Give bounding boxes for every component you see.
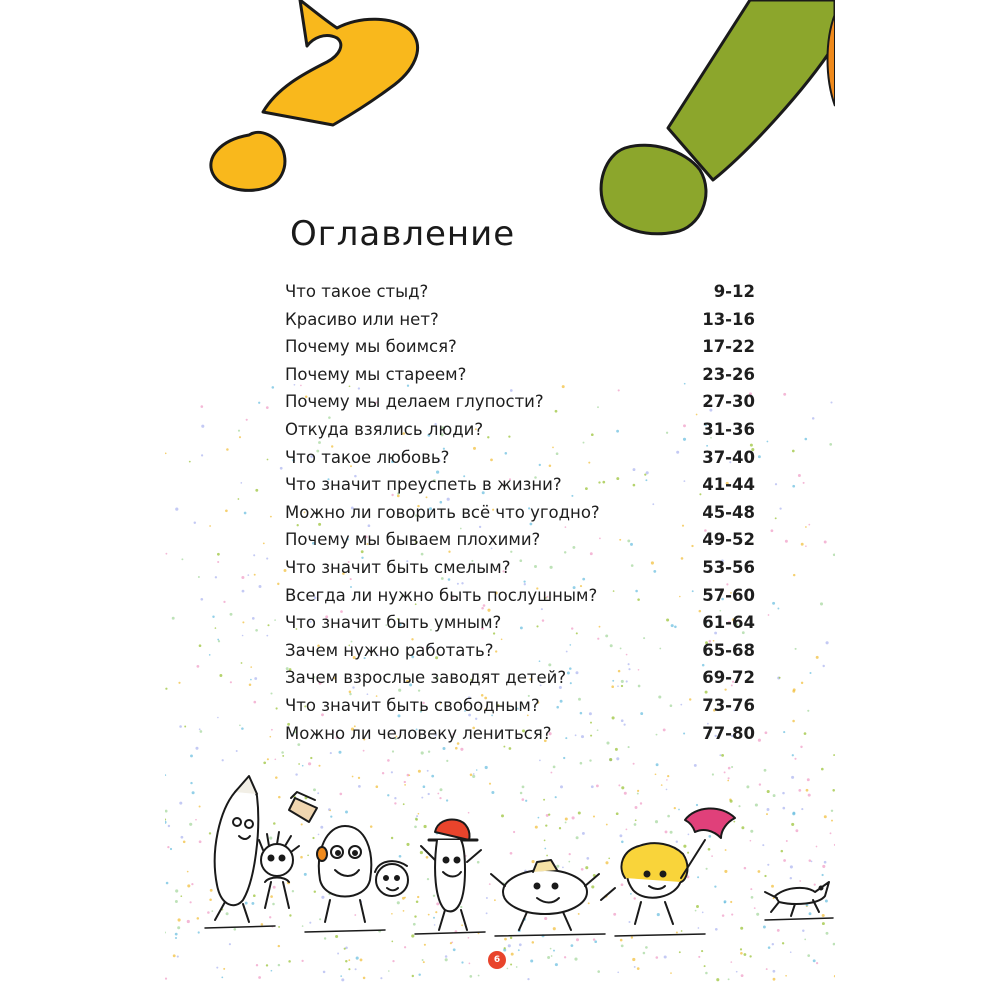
confetti-dot — [609, 758, 612, 761]
confetti-dot — [516, 966, 518, 968]
confetti-dot — [555, 963, 558, 966]
confetti-dot — [765, 731, 768, 734]
confetti-dot — [820, 602, 823, 605]
confetti-dot — [807, 710, 809, 712]
confetti-dot — [348, 968, 350, 970]
confetti-dot — [242, 635, 244, 637]
confetti-dot — [719, 754, 721, 756]
decorative-punctuation — [165, 0, 835, 240]
toc-entry-pages: 65-68 — [702, 640, 755, 660]
toc-entry — [285, 475, 755, 503]
confetti-dot — [779, 507, 781, 509]
confetti-dot — [527, 978, 529, 980]
toc-entry-pages: 49-52 — [702, 530, 755, 550]
confetti-dot — [773, 970, 776, 973]
confetti-dot — [301, 960, 303, 962]
confetti-dot — [637, 967, 640, 970]
question-mark-icon — [211, 0, 418, 190]
hat-icon — [435, 820, 470, 841]
toc-entry-title: Всегда ли нужно быть послушным? — [285, 585, 598, 605]
toc-entry-pages: 17-22 — [702, 337, 755, 357]
cone-character — [289, 792, 317, 822]
confetti-dot — [824, 541, 827, 544]
confetti-dot — [288, 960, 291, 963]
confetti-dot — [808, 524, 810, 526]
confetti-dot — [223, 601, 225, 603]
confetti-dot — [254, 677, 257, 680]
toc-entry — [285, 586, 755, 614]
confetti-dot — [812, 417, 815, 420]
confetti-dot — [253, 701, 256, 704]
confetti-dot — [247, 574, 249, 576]
confetti-dot — [721, 754, 724, 757]
toc-entry-pages: 45-48 — [702, 502, 755, 522]
confetti-dot — [380, 977, 382, 979]
confetti-dot — [793, 574, 795, 576]
confetti-dot — [731, 766, 733, 768]
confetti-dot — [728, 767, 731, 770]
toc-entry-title: Почему мы бываем плохими? — [285, 530, 541, 550]
confetti-dot — [785, 540, 788, 543]
confetti-dot — [280, 467, 283, 470]
confetti-dot — [270, 692, 272, 694]
toc-entry — [285, 420, 755, 448]
confetti-dot — [266, 558, 268, 560]
confetti-dot — [302, 765, 304, 767]
confetti-dot — [267, 758, 269, 760]
confetti-dot — [616, 757, 619, 760]
confetti-dot — [461, 961, 463, 963]
characters-illustration — [165, 770, 835, 960]
confetti-dot — [165, 452, 167, 454]
confetti-dot — [792, 720, 795, 723]
toc-entry-pages: 77-80 — [702, 723, 755, 743]
confetti-dot — [217, 639, 219, 641]
confetti-dot — [775, 483, 777, 485]
confetti-dot — [201, 454, 203, 456]
confetti-dot — [238, 430, 240, 432]
toc-entry-pages: 57-60 — [702, 585, 755, 605]
toc-entry — [285, 365, 755, 393]
confetti-dot — [272, 386, 275, 389]
toc-entry-title: Что значит быть умным? — [285, 613, 502, 633]
toc-entry-title: Что значит преуспеть в жизни? — [285, 475, 562, 495]
confetti-dot — [794, 758, 796, 760]
toc-entry-title: Что такое любовь? — [285, 447, 450, 467]
confetti-dot — [254, 574, 256, 576]
confetti-dot — [267, 459, 269, 461]
confetti-dot — [241, 576, 244, 579]
confetti-dot — [469, 975, 472, 978]
confetti-dot — [195, 747, 198, 750]
confetti-dot — [281, 751, 284, 754]
confetti-dot — [258, 402, 260, 404]
confetti-dot — [539, 760, 541, 762]
confetti-dot — [165, 978, 167, 980]
confetti-dot — [259, 585, 262, 588]
kid-character — [259, 832, 299, 908]
confetti-dot — [255, 489, 258, 492]
toc-entry-title: Можно ли говорить всё что угодно? — [285, 502, 600, 522]
confetti-dot — [387, 759, 390, 762]
confetti-dot — [589, 759, 591, 761]
confetti-dot — [418, 973, 420, 975]
confetti-dot — [277, 583, 279, 585]
confetti-dot — [758, 739, 761, 742]
confetti-dot — [282, 755, 284, 757]
confetti-dot — [338, 751, 341, 754]
confetti-dot — [730, 961, 732, 963]
confetti-dot — [805, 526, 807, 528]
toc-entry-pages: 69-72 — [702, 668, 755, 688]
toc-entry-pages: 37-40 — [702, 447, 755, 467]
page-title: Оглавление — [290, 214, 516, 254]
confetti-dot — [803, 482, 805, 484]
umbrella-icon — [685, 808, 735, 838]
confetti-dot — [194, 521, 196, 523]
confetti-dot — [240, 482, 242, 484]
confetti-dot — [218, 640, 220, 642]
confetti-dot — [252, 617, 255, 620]
confetti-dot — [244, 512, 247, 515]
toc-entry-pages: 9-12 — [713, 282, 755, 301]
confetti-dot — [736, 971, 738, 973]
toc-entry — [285, 668, 755, 696]
confetti-dot — [804, 732, 807, 735]
confetti-dot — [269, 736, 271, 738]
confetti-dot — [670, 972, 672, 974]
confetti-dot — [165, 688, 167, 690]
confetti-dot — [276, 707, 278, 709]
confetti-dot — [580, 762, 583, 765]
confetti-dot — [197, 665, 200, 668]
confetti-dot — [217, 717, 219, 719]
umbrella-character — [601, 808, 735, 924]
confetti-dot — [507, 968, 509, 970]
confetti-dot — [510, 963, 512, 965]
confetti-dot — [758, 455, 761, 458]
confetti-dot — [175, 508, 178, 511]
confetti-dot — [423, 961, 425, 963]
confetti-dot — [267, 624, 269, 626]
toc-entry-title: Что значит быть свободным? — [285, 695, 540, 715]
confetti-dot — [266, 406, 269, 409]
confetti-dot — [200, 598, 203, 601]
confetti-dot — [219, 674, 222, 677]
toc-entry-pages: 53-56 — [702, 557, 755, 577]
confetti-dot — [656, 763, 659, 766]
curly-face-character — [375, 861, 408, 896]
confetti-dot — [801, 543, 804, 546]
confetti-dot — [822, 665, 824, 667]
confetti-dot — [633, 763, 635, 765]
confetti-dot — [255, 629, 258, 632]
confetti-dot — [323, 971, 326, 974]
confetti-dot — [478, 975, 480, 977]
confetti-dot — [809, 672, 811, 674]
confetti-dot — [485, 766, 488, 769]
confetti-dot — [792, 450, 795, 453]
confetti-dot — [694, 764, 697, 767]
confetti-dot — [829, 443, 832, 446]
confetti-dot — [816, 962, 818, 964]
confetti-dot — [792, 754, 794, 756]
confetti-dot — [792, 690, 795, 693]
exclamation-mark-icon — [601, 0, 835, 234]
confetti-dot — [553, 766, 556, 769]
confetti-dot — [716, 978, 719, 981]
confetti-dot — [199, 728, 201, 730]
confetti-dot — [392, 960, 394, 962]
confetti-dot — [242, 590, 245, 593]
confetti-dot — [830, 401, 832, 403]
confetti-dot — [184, 726, 186, 728]
egg-character — [317, 826, 371, 922]
confetti-dot — [772, 602, 775, 605]
confetti-dot — [298, 763, 300, 765]
confetti-dot — [617, 971, 619, 973]
toc-entry — [285, 448, 755, 476]
confetti-dot — [215, 576, 217, 578]
confetti-dot — [795, 648, 797, 650]
pencil-character — [215, 776, 259, 922]
confetti-dot — [221, 977, 223, 979]
confetti-dot — [805, 545, 807, 547]
hat-character — [421, 820, 481, 931]
toc-entry-title: Что значит быть смелым? — [285, 557, 511, 577]
toc-entry — [285, 392, 755, 420]
toc-entry — [285, 282, 755, 310]
confetti-dot — [238, 498, 240, 500]
confetti-dot — [597, 970, 600, 973]
confetti-dot — [179, 725, 182, 728]
confetti-dot — [165, 553, 167, 555]
toc-entry-pages: 23-26 — [702, 364, 755, 384]
confetti-dot — [263, 761, 266, 764]
confetti-dot — [345, 960, 347, 962]
confetti-dot — [341, 978, 344, 981]
toc-entry — [285, 310, 755, 338]
toc-entry-pages: 73-76 — [702, 695, 755, 715]
pancake-character — [491, 860, 599, 930]
confetti-dot — [785, 975, 787, 977]
confetti-dot — [768, 614, 770, 616]
toc-entry-title: Можно ли человеку лениться? — [285, 723, 552, 743]
confetti-dot — [230, 613, 233, 616]
page-number-badge: 6 — [488, 951, 506, 969]
toc-entry — [285, 530, 755, 558]
toc-entry — [285, 724, 755, 752]
confetti-dot — [239, 436, 241, 438]
confetti-dot — [225, 509, 228, 512]
confetti-dot — [771, 529, 774, 532]
confetti-dot — [816, 656, 819, 659]
confetti-dot — [766, 968, 768, 970]
confetti-dot — [318, 765, 320, 767]
confetti-dot — [239, 724, 241, 726]
confetti-dot — [249, 684, 252, 687]
toc-entry-pages: 41-44 — [702, 475, 755, 495]
confetti-dot — [209, 525, 211, 527]
confetti-dot — [308, 762, 311, 765]
toc-entry — [285, 613, 755, 641]
confetti-dot — [181, 558, 183, 560]
confetti-dot — [469, 963, 471, 965]
toc-entry-title: Что такое стыд? — [285, 282, 429, 301]
confetti-dot — [278, 964, 280, 966]
confetti-dot — [230, 681, 232, 683]
confetti-dot — [834, 975, 835, 977]
confetti-dot — [704, 965, 706, 967]
confetti-dot — [209, 654, 211, 656]
confetti-dot — [258, 976, 261, 979]
toc-entry-pages: 27-30 — [702, 392, 755, 412]
confetti-dot — [775, 517, 777, 519]
confetti-dot — [266, 635, 268, 637]
confetti-dot — [741, 974, 744, 977]
confetti-dot — [212, 615, 214, 617]
confetti-dot — [783, 731, 785, 733]
toc-entry-pages: 61-64 — [702, 613, 755, 633]
confetti-dot — [201, 425, 204, 428]
table-of-contents — [285, 282, 755, 751]
toc-entry-title: Откуда взялись люди? — [285, 419, 484, 439]
confetti-dot — [223, 968, 225, 970]
confetti-dot — [634, 966, 636, 968]
confetti-dot — [421, 751, 424, 754]
confetti-dot — [250, 666, 252, 668]
confetti-dot — [241, 727, 244, 730]
confetti-dot — [412, 975, 414, 977]
toc-entry-title: Красиво или нет? — [285, 309, 439, 329]
toc-entry-title: Зачем взрослые заводят детей? — [285, 668, 567, 688]
confetti-dot — [199, 644, 202, 647]
confetti-dot — [833, 553, 835, 556]
dog-character — [765, 882, 829, 916]
confetti-dot — [363, 977, 366, 980]
confetti-dot — [728, 978, 730, 980]
confetti-dot — [241, 662, 243, 664]
confetti-dot — [242, 621, 244, 623]
confetti-dot — [250, 679, 252, 681]
confetti-dot — [226, 448, 229, 451]
confetti-dot — [222, 759, 224, 761]
confetti-dot — [201, 405, 204, 408]
confetti-dot — [783, 393, 786, 396]
toc-entry-pages: 31-36 — [702, 419, 755, 439]
confetti-dot — [779, 677, 781, 679]
confetti-dot — [256, 964, 258, 966]
confetti-dot — [172, 617, 175, 620]
confetti-dot — [355, 968, 357, 970]
confetti-dot — [215, 627, 217, 629]
confetti-dot — [777, 608, 779, 610]
confetti-dot — [189, 461, 191, 463]
toc-entry — [285, 558, 755, 586]
confetti-dot — [330, 752, 332, 754]
confetti-dot — [198, 576, 200, 578]
confetti-dot — [798, 474, 801, 477]
confetti-dot — [340, 975, 342, 977]
confetti-dot — [826, 641, 829, 644]
confetti-dot — [792, 485, 795, 488]
toc-entry-title: Зачем нужно работать? — [285, 640, 494, 660]
confetti-dot — [563, 757, 565, 759]
confetti-dot — [310, 757, 312, 759]
confetti-dot — [800, 746, 802, 748]
confetti-dot — [804, 438, 807, 441]
confetti-dot — [274, 758, 276, 760]
confetti-dot — [446, 760, 448, 762]
confetti-dot — [801, 682, 803, 684]
toc-entry — [285, 696, 755, 724]
confetti-dot — [773, 978, 776, 981]
confetti-dot — [217, 561, 219, 563]
toc-entry-pages: 13-16 — [702, 309, 755, 329]
confetti-dot — [270, 516, 272, 518]
toc-entry — [285, 503, 755, 531]
book-page — [165, 0, 835, 1000]
confetti-dot — [178, 682, 180, 684]
confetti-dot — [274, 619, 276, 621]
confetti-dot — [263, 542, 265, 544]
toc-entry — [285, 641, 755, 669]
confetti-dot — [266, 964, 268, 966]
confetti-dot — [767, 441, 769, 443]
confetti-dot — [271, 970, 273, 972]
confetti-dot — [200, 730, 203, 733]
toc-entry-title: Почему мы боимся? — [285, 337, 457, 357]
confetti-dot — [236, 750, 238, 752]
toc-entry — [285, 337, 755, 365]
confetti-dot — [833, 754, 835, 756]
confetti-dot — [246, 419, 248, 421]
confetti-dot — [253, 554, 255, 556]
confetti-dot — [705, 972, 708, 975]
confetti-dot — [190, 754, 193, 757]
toc-entry-title: Почему мы делаем глупости? — [285, 392, 544, 412]
confetti-dot — [271, 729, 273, 731]
confetti-dot — [217, 553, 220, 556]
toc-entry-title: Почему мы стареем? — [285, 364, 467, 384]
confetti-dot — [388, 970, 390, 972]
confetti-dot — [216, 967, 218, 969]
